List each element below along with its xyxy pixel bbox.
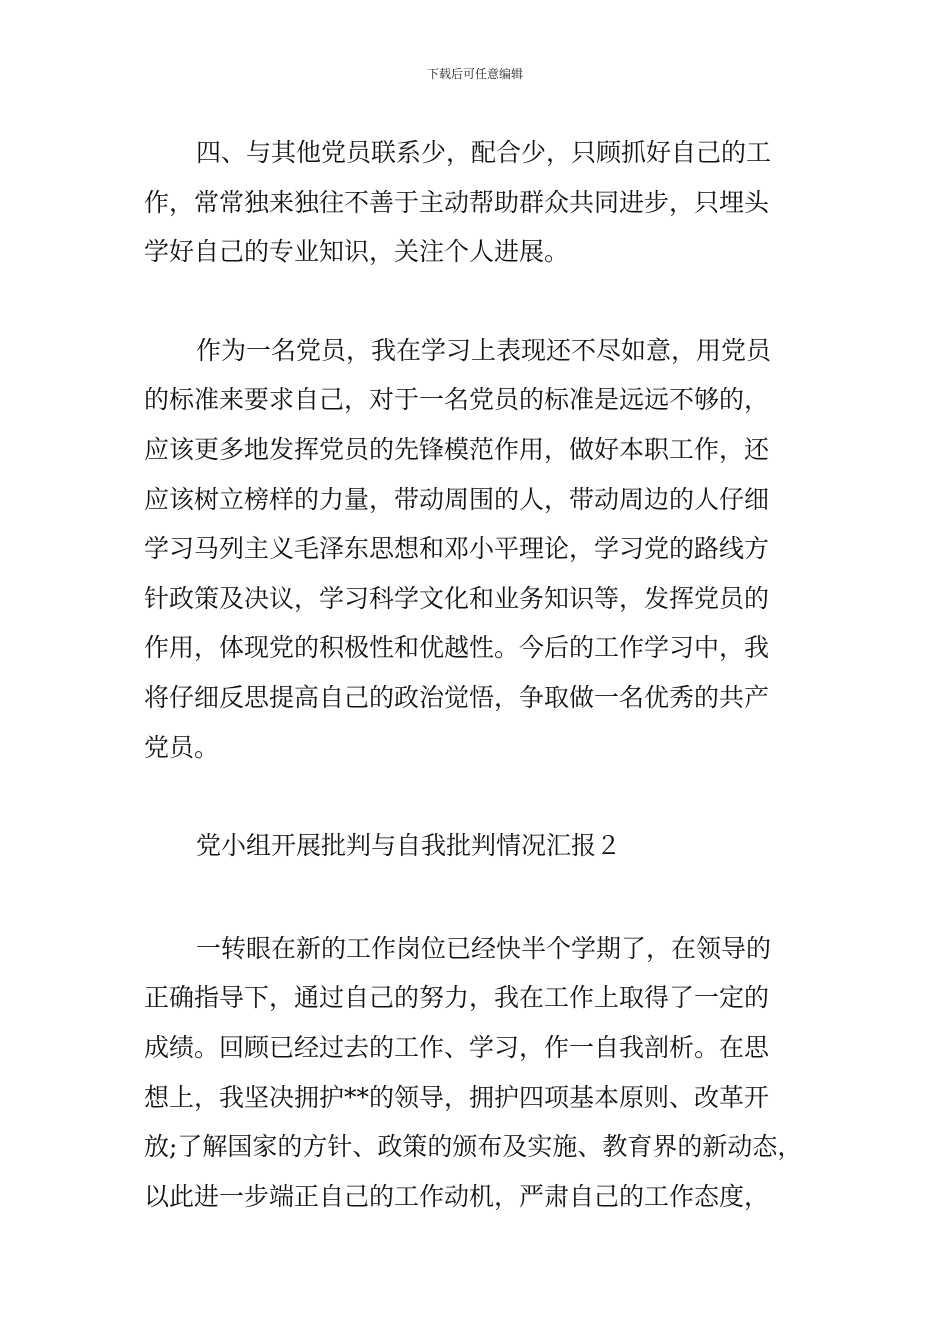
paragraph-line: 应该更多地发挥党员的先锋模范作用，做好本职工作，还 (144, 434, 770, 464)
paragraph-line: 放;了解国家的方针、政策的颁布及实施、教育界的新动态， (144, 1132, 803, 1162)
paragraph-line: 将仔细反思提高自己的政治觉悟，争取做一名优秀的共产 (144, 682, 770, 712)
paragraph-line: 党员。 (144, 732, 220, 762)
paragraph-line: 一转眼在新的工作岗位已经快半个学期了，在领导的 (196, 933, 772, 963)
paragraph-line: 作用，体现党的积极性和优越性。今后的工作学习中，我 (144, 633, 770, 663)
paragraph-line: 针政策及决议，学习科学文化和业务知识等，发挥党员的 (144, 583, 770, 613)
paragraph-line: 应该树立榜样的力量，带动周围的人，带动周边的人仔细 (144, 484, 770, 514)
paragraph-line: 四、与其他党员联系少，配合少，只顾抓好自己的工 (196, 138, 772, 167)
paragraph-line: 以此进一步端正自己的工作动机，严肃自己的工作态度， (144, 1181, 770, 1211)
paragraph-line: 正确指导下，通过自己的努力，我在工作上取得了一定的 (144, 983, 770, 1013)
paragraph (144, 128, 816, 277)
paragraph-line: 想上，我坚决拥护**的领导，拥护四项基本原则、改革开 (144, 1082, 770, 1112)
paragraph-line: 成绩。回顾已经过去的工作、学习，作一自我剖析。在思 (144, 1032, 770, 1062)
paragraph-line: 作，常常独来独往不善于主动帮助群众共同进步，只埋头 (144, 187, 770, 217)
paragraph (144, 924, 816, 1222)
paragraph-line: 的标准来要求自己，对于一名党员的标准是远远不够的， (144, 385, 770, 415)
paragraph-line: 学好自己的专业知识，关注个人进展。 (144, 237, 570, 267)
paragraph-line: 学习马列主义毛泽东思想和邓小平理论，学习党的路线方 (144, 534, 770, 564)
paragraph-line: 作为一名党员，我在学习上表现还不尽如意，用党员 (196, 335, 772, 365)
document-body (144, 128, 816, 1221)
section-heading: 党小组开展批判与自我批判情况汇报２ (196, 831, 622, 861)
paragraph (144, 326, 816, 772)
page-header: 下载后可任意编辑 (426, 67, 523, 81)
